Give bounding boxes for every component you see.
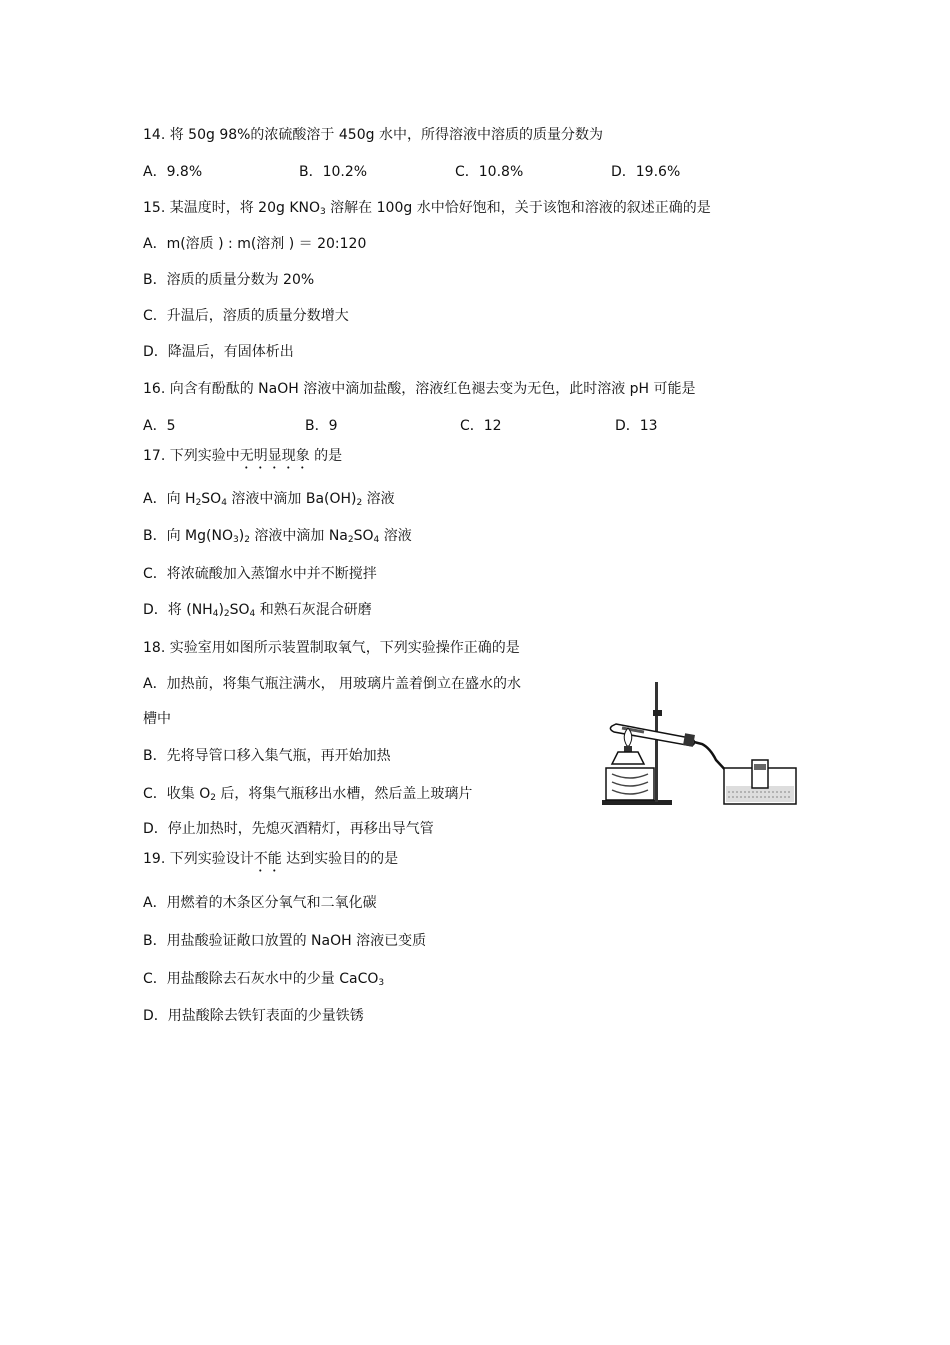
q16-option-c: C．12 (460, 418, 502, 434)
q14-option-b: B．10.2% (299, 164, 368, 180)
q19-option-c: C．用盐酸除去石灰水中的少量 CaCO$_3$ (143, 971, 385, 988)
q19-stem: 19. 下列实验设计不能 达到实验目的的是 (143, 851, 399, 867)
q18-option-b: B．先将导管口移入集气瓶，再开始加热 (143, 748, 391, 764)
q15-option-c: C．升温后，溶质的质量分数增大 (143, 308, 349, 324)
q18-option-c: C．收集 $O_2$ 后，将集气瓶移出水槽，然后盖上玻璃片 (143, 786, 473, 803)
q15-option-d: D．降温后，有固体析出 (143, 344, 294, 360)
q19-option-a: A．用燃着的木条区分氧气和二氧化碳 (143, 895, 377, 911)
oxygen-apparatus-illustration (598, 676, 804, 810)
emphasized-text: 无明显现象 (239, 448, 310, 464)
q14-option-d: D．19.6% (611, 164, 681, 180)
q15-option-a: A．m(溶质 ) : m(溶剂 ) ＝ 20:120 (143, 236, 367, 252)
lamp-neck (612, 752, 644, 764)
q16-option-b: B．9 (305, 418, 338, 434)
q17-stem: 17. 下列实验中无明显现象 的是 (143, 448, 343, 464)
stand-rod (655, 682, 658, 802)
q17-option-c: C．将浓硫酸加入蒸馏水中并不断搅拌 (143, 566, 377, 582)
q17-option-d: D．将 $(NH_4)_2SO_4$ 和熟石灰混合研磨 (143, 602, 372, 619)
q16-option-d: D．13 (615, 418, 658, 434)
q15-stem: 15. 某温度时，将 20g $KNO_3$ 溶解在 100g 水中恰好饱和，关于该饱和溶液的叙述正确的是 (143, 200, 711, 217)
q17-option-b: B．向 $Mg(NO_3)_2$ 溶液中滴加 $Na_2SO_4$ 溶液 (143, 528, 412, 545)
q14-option-a: A．9.8% (143, 164, 203, 180)
q18-stem: 18. 实验室用如图所示装置制取氧气，下列实验操作正确的是 (143, 640, 520, 656)
q15-option-b: B．溶质的质量分数为 20% (143, 272, 315, 288)
q16-option-a: A．5 (143, 418, 176, 434)
q18-option-a: A．加热前，将集气瓶注满水， 用玻璃片盖着倒立在盛水的水 (143, 676, 522, 692)
q18-option-a-continued: 槽中 (143, 711, 171, 727)
q17-option-a: A．向 $H_2SO_4$ 溶液中滴加 $Ba(OH)_2$ 溶液 (143, 491, 395, 508)
wooden-block (606, 768, 654, 800)
q19-option-b: B．用盐酸验证敞口放置的 NaOH 溶液已变质 (143, 933, 427, 949)
emphasized-text: 不能 (253, 851, 282, 867)
q19-option-d: D．用盐酸除去铁钉表面的少量铁锈 (143, 1008, 364, 1024)
q14-option-c: C．10.8% (455, 164, 524, 180)
lamp-cap (624, 746, 632, 752)
stand-clamp (653, 710, 662, 716)
q16-stem: 16. 向含有酚酞的 NaOH 溶液中滴加盐酸，溶液红色褪去变为无色，此时溶液 pH 可能是 (143, 381, 696, 397)
stopper (683, 733, 695, 747)
q18-option-d: D．停止加热时，先熄灭酒精灯，再移出导气管 (143, 821, 434, 837)
q14-stem: 14. 将 50g 98%的浓硫酸溶于 450g 水中，所得溶液中溶质的质量分数为 (143, 127, 603, 143)
